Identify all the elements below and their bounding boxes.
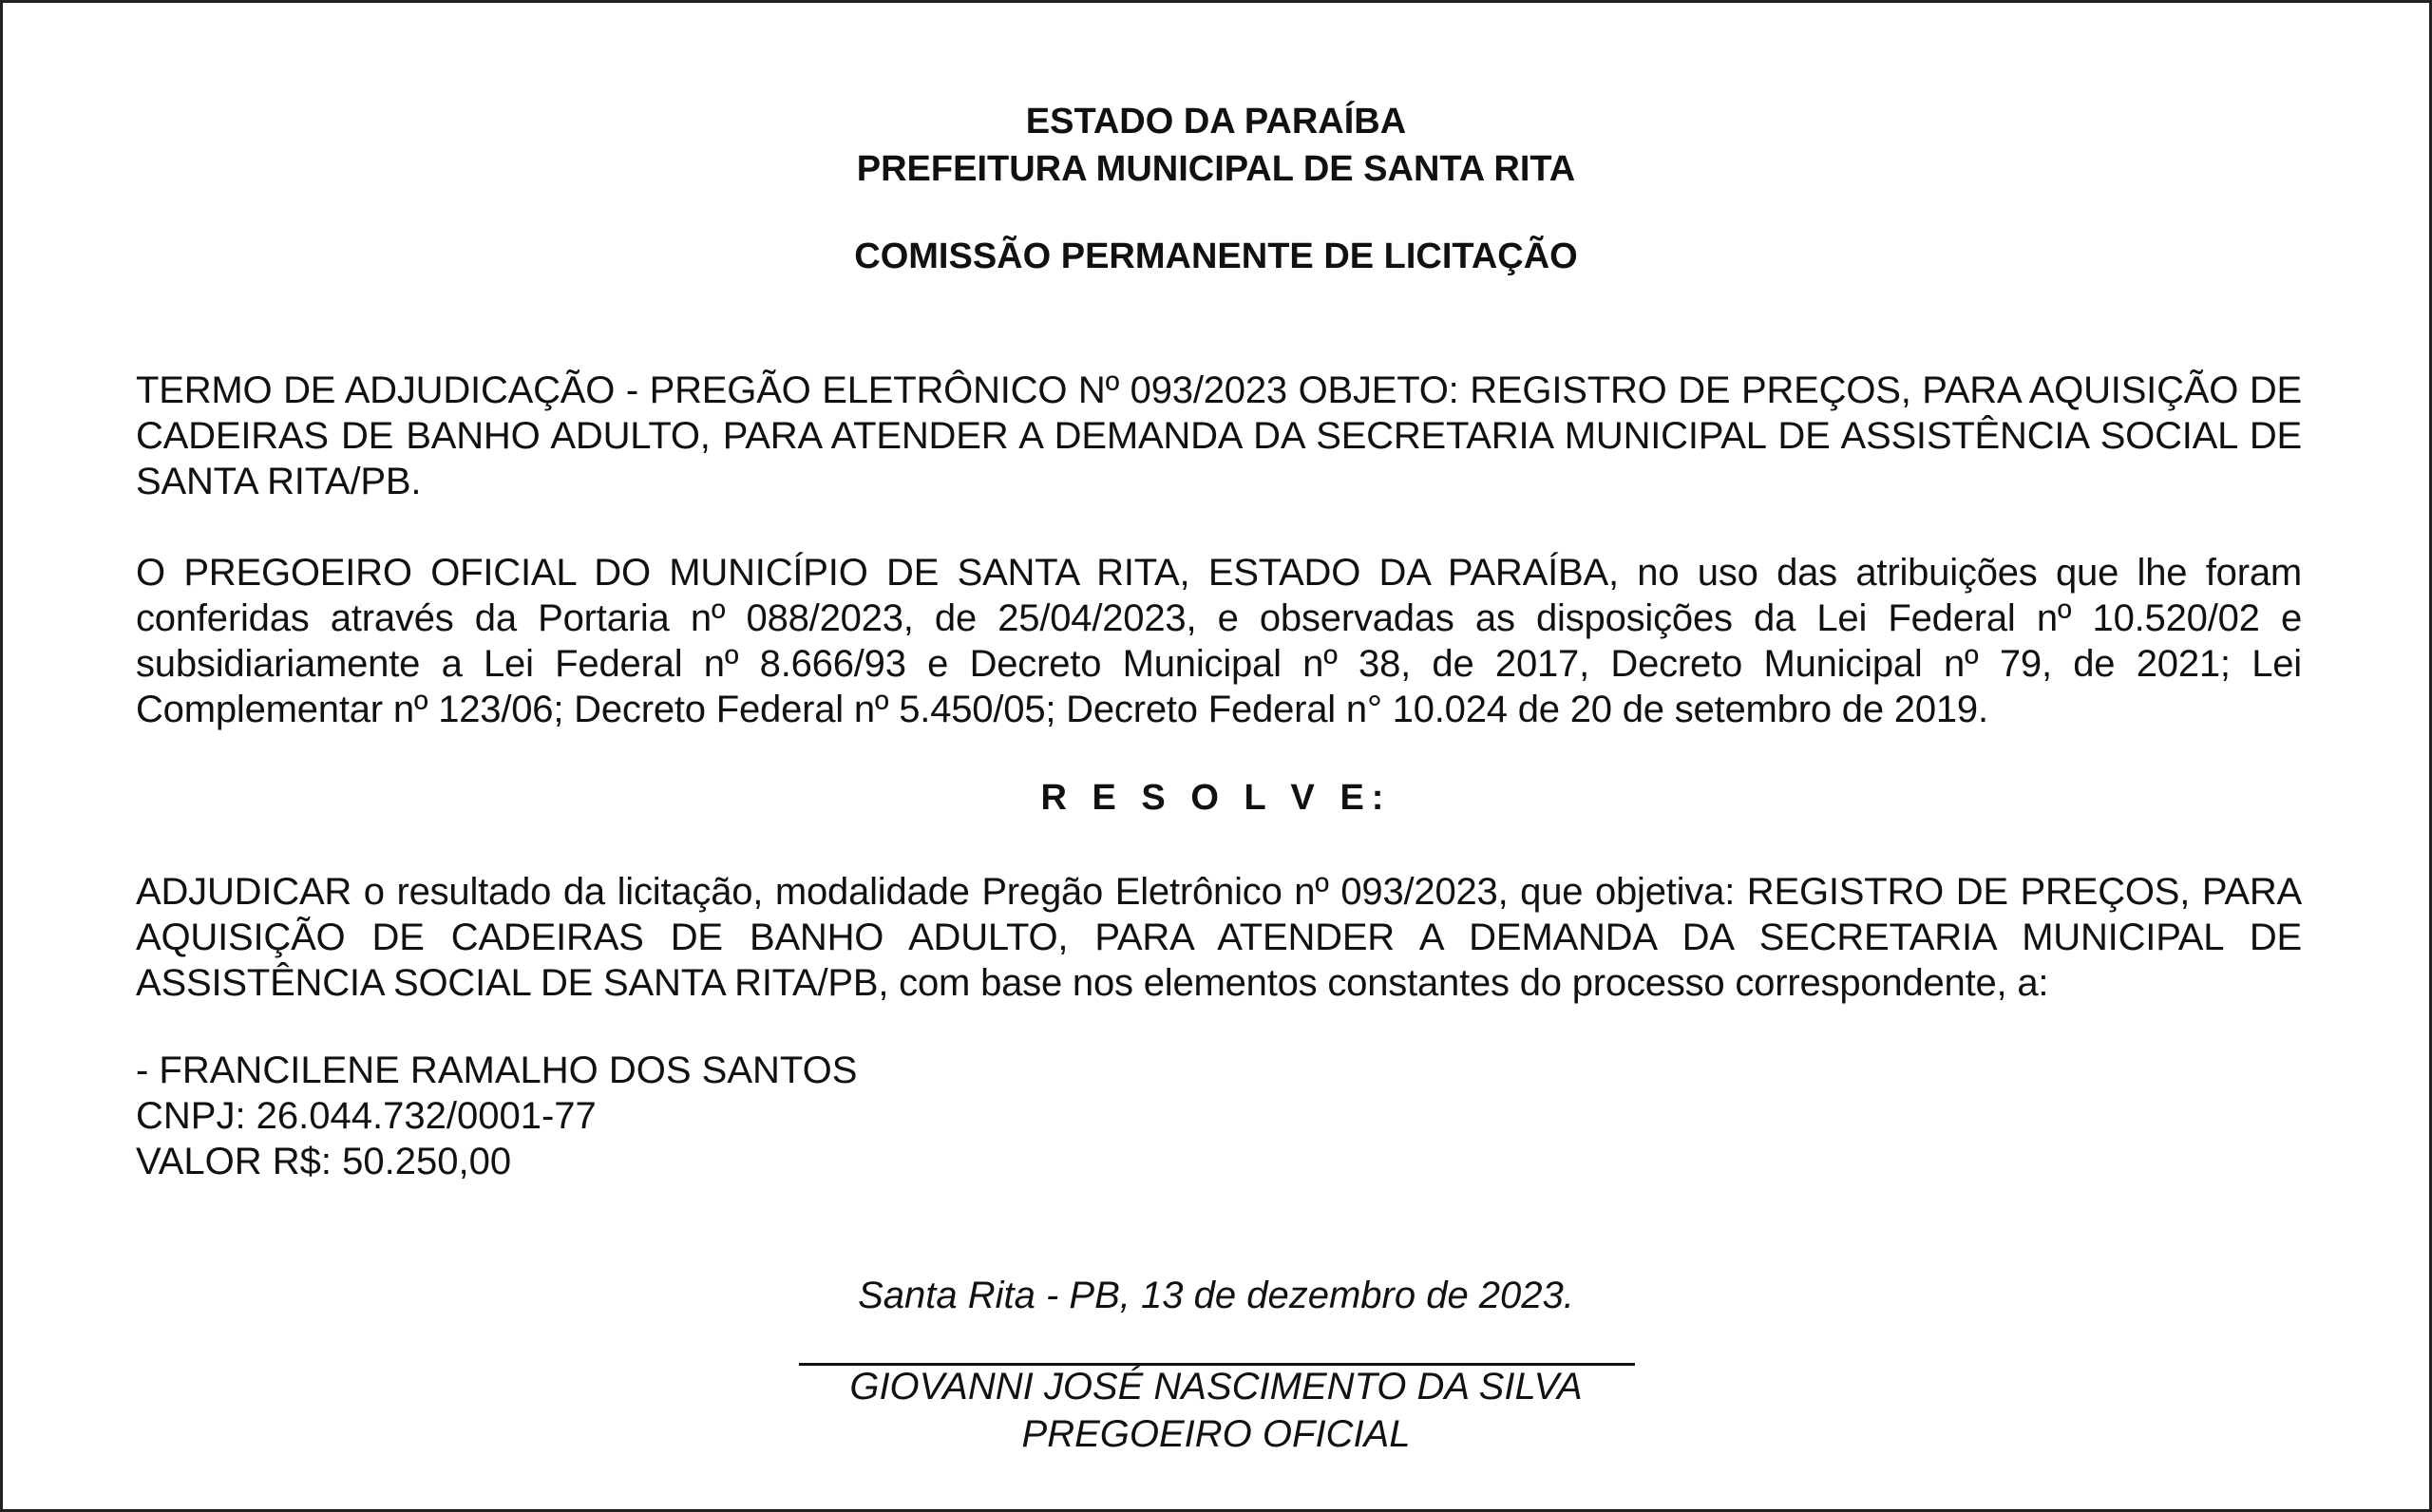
winner-cnpj: CNPJ: 26.044.732/0001-77 bbox=[136, 1095, 597, 1137]
winner-block bbox=[136, 1048, 857, 1184]
signer-name: GIOVANNI JOSÉ NASCIMENTO DA SILVA bbox=[849, 1366, 1583, 1408]
adjudication-paragraph: ADJUDICAR o resultado da licitação, modalidade Pregão Eletrônico nº 093/2023, que objetiva: REGISTRO DE PREÇOS, PARA AQUISIÇÃO DE CADEIRAS DE BANHO ADULTO, PARA ATENDER A DEMANDA DA SECRETARIA MUNICIPAL DE ASSISTÊNCIA SOCIAL DE SANTA RITA/PB, com base nos elementos constantes do processo correspondente, a: bbox=[136, 871, 2302, 1004]
municipality-heading: PREFEITURA MUNICIPAL DE SANTA RITA bbox=[856, 149, 1576, 189]
term-paragraph: TERMO DE ADJUDICAÇÃO - PREGÃO ELETRÔNICO Nº 093/2023 OBJETO: REGISTRO DE PREÇOS, PARA AQUISIÇÃO DE CADEIRAS DE BANHO ADULTO, PARA ATENDER A DEMANDA DA SECRETARIA MUNICIPAL DE ASSISTÊNCIA SOCIAL DE SANTA RITA/PB. bbox=[136, 369, 2302, 502]
signer-block bbox=[3, 1363, 2429, 1458]
commission-heading: COMISSÃO PERMANENTE DE LICITAÇÃO bbox=[854, 236, 1578, 276]
state-heading: ESTADO DA PARAÍBA bbox=[1025, 102, 1407, 142]
document-header bbox=[3, 98, 2429, 193]
winner-value: VALOR R$: 50.250,00 bbox=[136, 1141, 512, 1182]
preamble-paragraph: O PREGOEIRO OFICIAL DO MUNICÍPIO DE SANTA RITA, ESTADO DA PARAÍBA, no uso das atribuições que lhe foram conferidas através da Portaria nº 088/2023, de 25/04/2023, e observadas as disposições da Lei Federal nº 10.520/02 e subsidiariamente a Lei Federal nº 8.666/93 e Decreto Municipal nº 38, de 2017, Decreto Municipal nº 79, de 2021; Lei Complementar nº 123/06; Decreto Federal nº 5.450/05; Decreto Federal n° 10.024 de 20 de setembro de 2019. bbox=[136, 552, 2302, 730]
resolve-heading: R E S O L V E: bbox=[1040, 778, 1392, 818]
signer-role: PREGOEIRO OFICIAL bbox=[1021, 1413, 1411, 1455]
place-date: Santa Rita - PB, 13 de dezembro de 2023. bbox=[858, 1275, 1574, 1316]
winner-name: - FRANCILENE RAMALHO DOS SANTOS bbox=[136, 1049, 858, 1091]
